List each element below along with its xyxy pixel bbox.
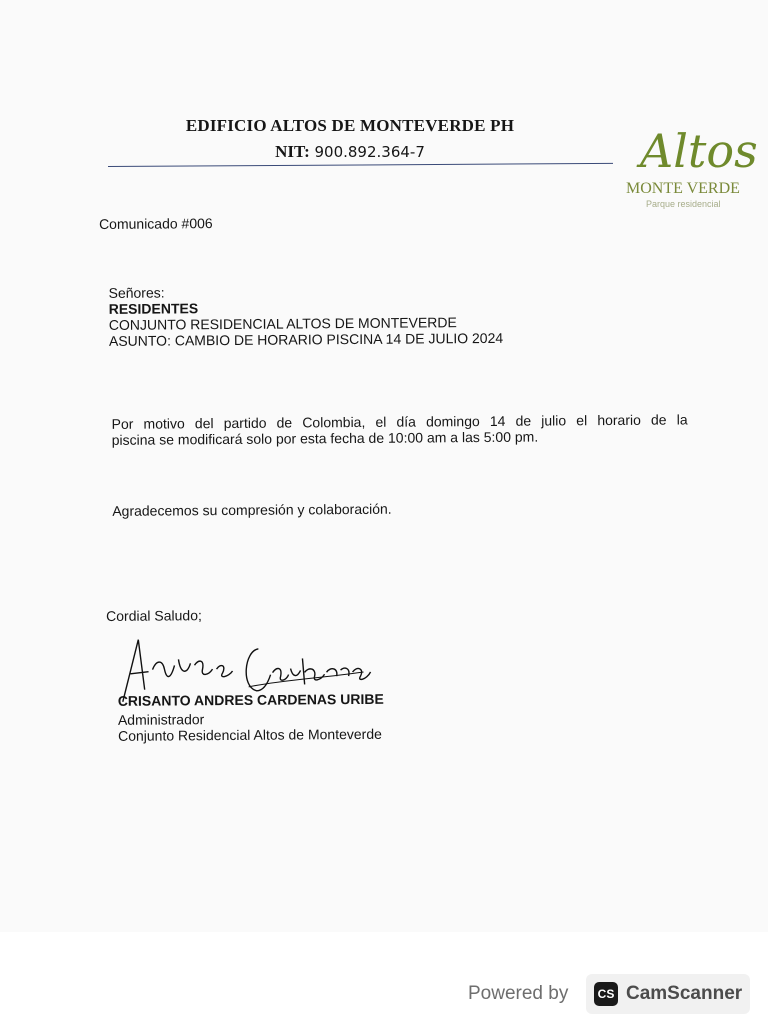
camscanner-badge[interactable]: [586, 974, 750, 1014]
logo-tagline: Parque residencial: [646, 199, 721, 209]
closing: Cordial Saludo;: [106, 607, 202, 624]
camscanner-name: CamScanner: [626, 983, 743, 1004]
comunicado-number: Comunicado #006: [98, 215, 213, 233]
nit-value: 900.892.364-7: [314, 143, 425, 161]
logo-word: Altos: [640, 124, 758, 178]
subject-line: ASUNTO: CAMBIO DE HORARIO PISCINA 14 DE JULIO 2024: [108, 329, 504, 349]
powered-by-label: Powered by: [468, 983, 569, 1004]
recipient: RESIDENTES: [108, 300, 199, 317]
body-paragraph-line-2: piscina se modificará solo por esta fecha de 10:00 am a las 5:00 pm.: [111, 428, 539, 448]
nit-label: NIT:: [275, 142, 310, 161]
logo-subtitle: MONTE VERDE: [626, 180, 740, 197]
building-name: EDIFICIO ALTOS DE MONTEVERDE PH: [185, 116, 515, 135]
body-paragraph-line-1: Por motivo del partido de Colombia, el día domingo 14 de julio el horario de la: [111, 411, 688, 432]
signer-name: CRISANTO ANDRES CARDENAS URIBE: [117, 690, 384, 709]
complex-name: CONJUNTO RESIDENCIAL ALTOS DE MONTEVERDE: [108, 314, 457, 333]
thanks-line: Agradecemos su compresión y colaboración.: [112, 500, 392, 519]
signer-role: Administrador: [117, 711, 205, 728]
camscanner-icon: CS: [594, 982, 618, 1006]
salutation: Señores:: [108, 284, 165, 301]
signer-organization: Conjunto Residencial Altos de Monteverde: [117, 725, 382, 744]
